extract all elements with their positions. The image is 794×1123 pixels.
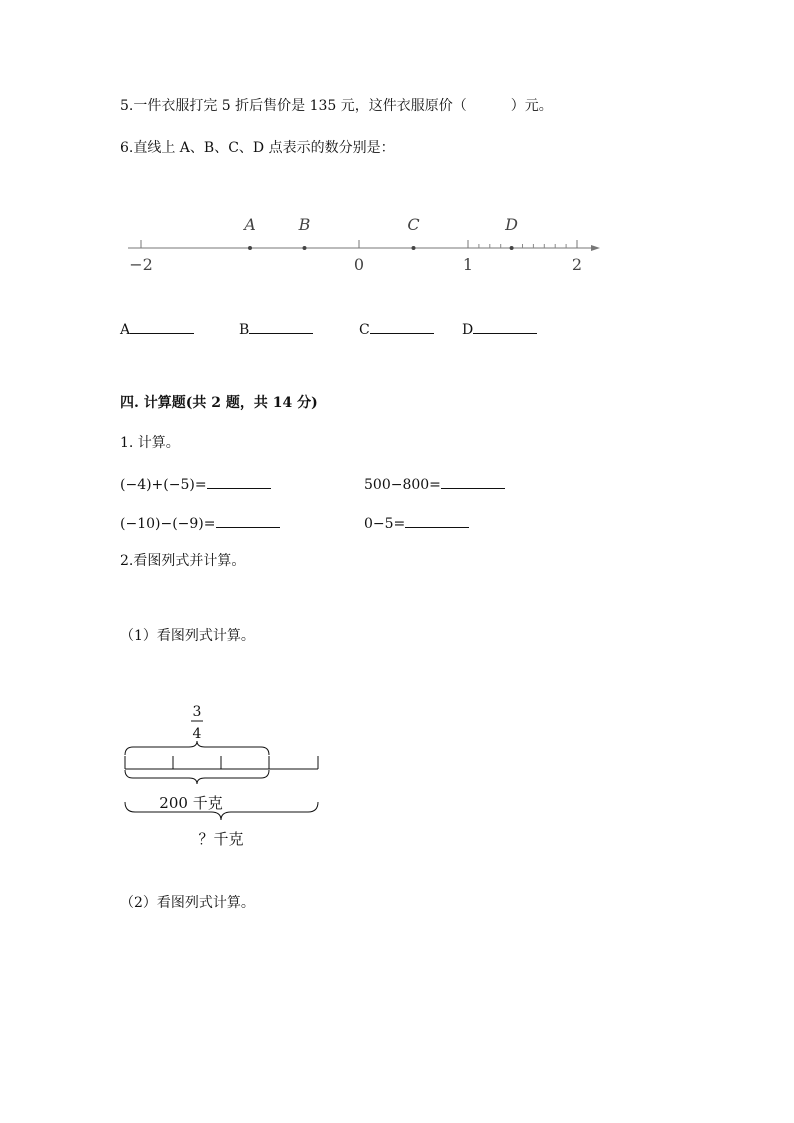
answer-blank-d[interactable] bbox=[473, 319, 537, 334]
question-6-prompt: 6.直线上 A、B、C、D 点表示的数分别是： bbox=[120, 140, 395, 156]
point-a bbox=[248, 246, 252, 250]
answer-d bbox=[462, 319, 537, 339]
question-5-text: 5.一件衣服打完 5 折后售价是 135 元，这件衣服原价（ bbox=[120, 98, 467, 114]
section-4-q1-prompt: 1. 计算。 bbox=[120, 435, 180, 451]
number-line-figure bbox=[120, 205, 610, 280]
calc-answer-blank[interactable] bbox=[441, 474, 505, 489]
tick-label: −2 bbox=[129, 255, 153, 274]
part-label: 200 千克 bbox=[159, 794, 223, 812]
axis-arrow-icon bbox=[591, 245, 600, 251]
calc-expression: (−4)+(−5)= bbox=[120, 477, 207, 493]
point-label-b: B bbox=[298, 215, 311, 234]
answer-blank-c[interactable] bbox=[370, 319, 434, 334]
fraction-brace-diagram bbox=[115, 700, 330, 855]
answer-label-b: B bbox=[239, 322, 250, 338]
answer-label-d: D bbox=[462, 322, 474, 338]
part-brace bbox=[125, 770, 269, 784]
calc-answer-blank[interactable] bbox=[207, 474, 271, 489]
calc-expression: 0−5= bbox=[364, 516, 406, 532]
fraction-denominator: 4 bbox=[192, 726, 202, 742]
answer-blank-b[interactable] bbox=[249, 319, 313, 334]
point-label-a: A bbox=[244, 215, 256, 234]
whole-label: ？千克 bbox=[198, 830, 244, 848]
calc-item-1 bbox=[120, 474, 271, 494]
point-d bbox=[510, 246, 514, 250]
top-brace bbox=[125, 741, 269, 755]
question-5-suffix: ）元。 bbox=[510, 98, 553, 114]
point-b bbox=[303, 246, 307, 250]
answer-blank-a[interactable] bbox=[130, 319, 194, 334]
question-5 bbox=[120, 97, 553, 115]
fraction-numerator: 3 bbox=[192, 704, 202, 720]
point-label-d: D bbox=[505, 215, 519, 234]
tick-label: 0 bbox=[353, 255, 365, 274]
sub-question-1: （1）看图列式计算。 bbox=[120, 628, 255, 644]
calc-item-3 bbox=[120, 513, 280, 533]
tick-label: 2 bbox=[571, 255, 583, 274]
point-label-c: C bbox=[407, 215, 420, 234]
tick-label: 1 bbox=[462, 255, 474, 274]
calc-item-2 bbox=[364, 474, 505, 494]
sub-question-2: （2）看图列式计算。 bbox=[120, 895, 255, 911]
answer-label-c: C bbox=[359, 322, 370, 338]
answer-b bbox=[239, 319, 313, 339]
calc-answer-blank[interactable] bbox=[216, 513, 280, 528]
calc-answer-blank[interactable] bbox=[405, 513, 469, 528]
answer-a bbox=[120, 319, 194, 339]
calc-expression: 500−800= bbox=[364, 477, 441, 493]
answer-c bbox=[359, 319, 434, 339]
calc-expression: (−10)−(−9)= bbox=[120, 516, 216, 532]
section-4-q2-prompt: 2.看图列式并计算。 bbox=[120, 553, 246, 569]
answer-label-a: A bbox=[120, 322, 131, 338]
calc-item-4 bbox=[364, 513, 469, 533]
point-c bbox=[412, 246, 416, 250]
section-4-title: 四. 计算题(共 2 题，共 14 分) bbox=[120, 395, 318, 411]
